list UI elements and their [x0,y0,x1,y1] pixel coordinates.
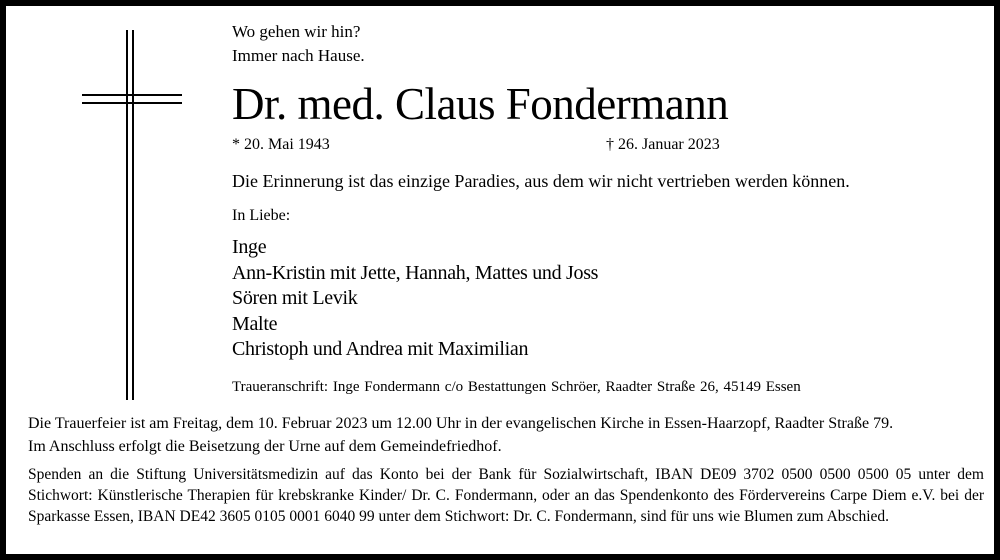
donation-info: Spenden an die Stiftung Universitätsmedizin auf das Konto bei der Bank für Sozialwirtschaft, IBAN DE09 3702 0500 0500 0500 05 unter dem Stichwort: Künstlerische Therapien für krebskranke Kinder/ Dr. C. Fondermann, oder an das Spendenkonto des Fördervereins Carpe Diem e.V. bei der Sparkasse Essen, IBAN DE42 3605 0105 0001 6040 99 unter dem Stichwort: Dr. C. Fondermann, sind für uns wie Blumen zum Abschied. [28,466,984,525]
death-date: † 26. Januar 2023 [606,136,720,153]
love-intro: In Liebe: [232,207,291,224]
birth-date: * 20. Mai 1943 [232,136,330,153]
mourner-item: Inge [232,236,267,258]
memorial-quote: Die Erinnerung ist das einzige Paradies, aus dem wir nicht vertrieben werden können. [232,171,850,191]
motto [232,20,365,68]
service-info: Die Trauerfeier ist am Freitag, dem 10. Februar 2023 um 12.00 Uhr in der evangelischen Kirche in Essen-Haarzopf, Raadter Straße 79. [28,415,894,432]
mourner-item: Malte [232,312,278,335]
cross-icon [82,30,186,400]
mourner-item: Ann-Kristin mit Jette, Hannah, Mattes und Joss [232,261,599,284]
funeral-notices [28,412,893,458]
motto-line-1: Wo gehen wir hin? [232,22,361,41]
mourners-list [232,235,598,363]
deceased-name: Dr. med. Claus Fondermann [232,79,729,129]
burial-info: Im Anschluss erfolgt die Beisetzung der Urne auf dem Gemeindefriedhof. [28,438,502,455]
mourner-item: Sören mit Levik [232,287,358,309]
mourner-item: Christoph und Andrea mit Maximilian [232,338,529,360]
motto-line-2: Immer nach Hause. [232,46,365,65]
mourning-address: Traueranschrift: Inge Fondermann c/o Bestattungen Schröer, Raadter Straße 26, 45149 Essen [232,379,801,395]
